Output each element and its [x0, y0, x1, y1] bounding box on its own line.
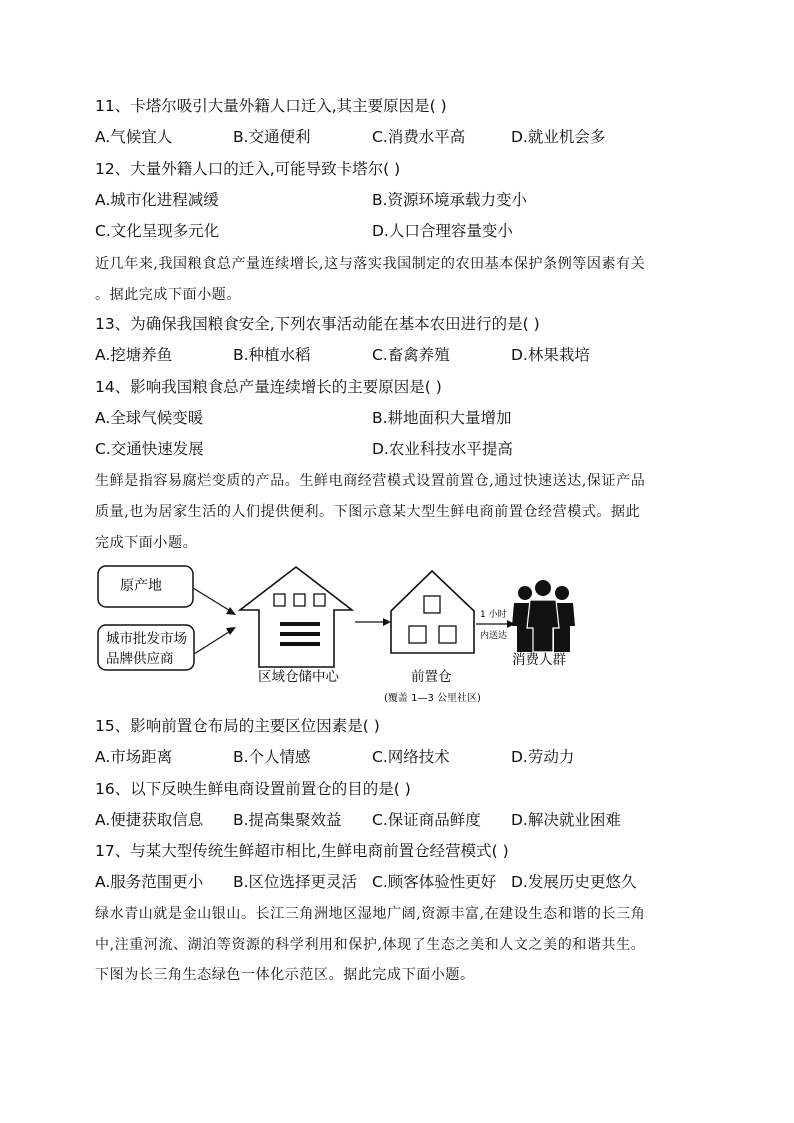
diagram-caption: (覆盖 1—3 公里社区): [384, 693, 481, 704]
warehouse-stripe: [280, 642, 320, 646]
warehouse-stripe: [280, 632, 320, 636]
q16-option-d[interactable]: D.解决就业困难: [511, 811, 621, 829]
question-16-stem: 16、以下反映生鲜电商设置前置仓的目的是( ): [95, 780, 411, 798]
q13-option-c[interactable]: C.畜禽养殖: [372, 346, 450, 364]
arrow-origin-to-warehouse: [193, 588, 232, 612]
question-13-stem: 13、为确保我国粮食安全,下列农事活动能在基本农田进行的是( ): [95, 315, 540, 333]
warehouse-window: [294, 594, 305, 606]
regional-warehouse-label: 区域仓储中心: [258, 669, 339, 685]
q14-option-c[interactable]: C.交通快速发展: [95, 440, 204, 458]
arrow-supplier-to-warehouse: [194, 630, 232, 654]
arrowhead: [226, 627, 236, 635]
consumer-group-icon: [512, 580, 575, 652]
origin-label: 原产地: [120, 578, 162, 594]
intro-paragraph-1-line-2: 。据此完成下面小题。: [95, 287, 241, 303]
supplier-label-line-2: 品牌供应商: [106, 651, 174, 667]
q12-option-b[interactable]: B.资源环境承载力变小: [372, 191, 528, 209]
q11-option-a[interactable]: A.气候宜人: [95, 128, 173, 146]
q16-option-c[interactable]: C.保证商品鲜度: [372, 811, 481, 829]
warehouse-stripe: [280, 622, 320, 626]
delivery-time-label-line-1: 1 小时: [480, 610, 507, 620]
q17-option-a[interactable]: A.服务范围更小: [95, 873, 204, 891]
q17-option-d[interactable]: D.发展历史更悠久: [511, 873, 637, 891]
q15-option-c[interactable]: C.网络技术: [372, 748, 450, 766]
q17-option-c[interactable]: C.顾客体验性更好: [372, 873, 497, 891]
intro-paragraph-1-line-1: 近几年来,我国粮食总产量连续增长,这与落实我国制定的农田基本保护条例等因素有关: [95, 256, 646, 272]
front-warehouse-window: [424, 596, 440, 613]
q13-option-a[interactable]: A.挖塘养鱼: [95, 346, 173, 364]
arrowhead: [383, 618, 391, 626]
q16-option-a[interactable]: A.便捷获取信息: [95, 811, 204, 829]
question-11-stem: 11、卡塔尔吸引大量外籍人口迁入,其主要原因是( ): [95, 97, 447, 115]
front-warehouse-label: 前置仓: [411, 669, 452, 685]
intro-paragraph-2-line-1: 生鲜是指容易腐烂变质的产品。生鲜电商经营模式设置前置仓,通过快速送达,保证产品: [95, 473, 646, 489]
q14-option-a[interactable]: A.全球气候变暖: [95, 409, 204, 427]
supplier-label-line-1: 城市批发市场: [106, 631, 187, 647]
q12-option-d[interactable]: D.人口合理容量变小: [372, 222, 513, 240]
intro-paragraph-2-line-3: 完成下面小题。: [95, 535, 198, 551]
q14-option-d[interactable]: D.农业科技水平提高: [372, 440, 513, 458]
delivery-time-label-line-2: 内送达: [480, 631, 508, 641]
q12-option-a[interactable]: A.城市化进程减缓: [95, 191, 219, 209]
question-17-stem: 17、与某大型传统生鲜超市相比,生鲜电商前置仓经营模式( ): [95, 842, 509, 860]
q11-option-d[interactable]: D.就业机会多: [511, 128, 606, 146]
question-12-stem: 12、大量外籍人口的迁入,可能导致卡塔尔( ): [95, 160, 401, 178]
arrowhead: [226, 607, 236, 615]
front-warehouse-window: [439, 626, 456, 643]
q15-option-a[interactable]: A.市场距离: [95, 748, 173, 766]
front-warehouse-window: [409, 626, 426, 643]
q15-option-b[interactable]: B.个人情感: [233, 748, 311, 766]
intro-paragraph-2-line-2: 质量,也为居家生活的人们提供便利。下图示意某大型生鲜电商前置仓经营模式。据此: [95, 504, 641, 520]
q17-option-b[interactable]: B.区位选择更灵活: [233, 873, 358, 891]
intro-paragraph-3-line-1: 绿水青山就是金山银山。长江三角洲地区湿地广阔,资源丰富,在建设生态和谐的长三角: [95, 906, 646, 922]
question-15-stem: 15、影响前置仓布局的主要区位因素是( ): [95, 717, 380, 735]
q11-option-c[interactable]: C.消费水平高: [372, 128, 466, 146]
q13-option-b[interactable]: B.种植水稻: [233, 346, 311, 364]
q11-option-b[interactable]: B.交通便利: [233, 128, 311, 146]
q13-option-d[interactable]: D.林果栽培: [511, 346, 590, 364]
intro-paragraph-3-line-2: 中,注重河流、湖泊等资源的科学利用和保护,体现了生态之美和人文之美的和谐共生。: [95, 937, 646, 953]
warehouse-window: [274, 594, 285, 606]
q16-option-b[interactable]: B.提高集聚效益: [233, 811, 342, 829]
q14-option-b[interactable]: B.耕地面积大量增加: [372, 409, 512, 427]
question-14-stem: 14、影响我国粮食总产量连续增长的主要原因是( ): [95, 378, 442, 396]
q15-option-d[interactable]: D.劳动力: [511, 748, 575, 766]
q12-option-c[interactable]: C.文化呈现多元化: [95, 222, 220, 240]
consumers-label: 消费人群: [512, 652, 566, 668]
intro-paragraph-3-line-3: 下图为长三角生态绿色一体化示范区。据此完成下面小题。: [95, 967, 475, 983]
regional-warehouse-icon: [240, 567, 352, 667]
warehouse-window: [314, 594, 325, 606]
